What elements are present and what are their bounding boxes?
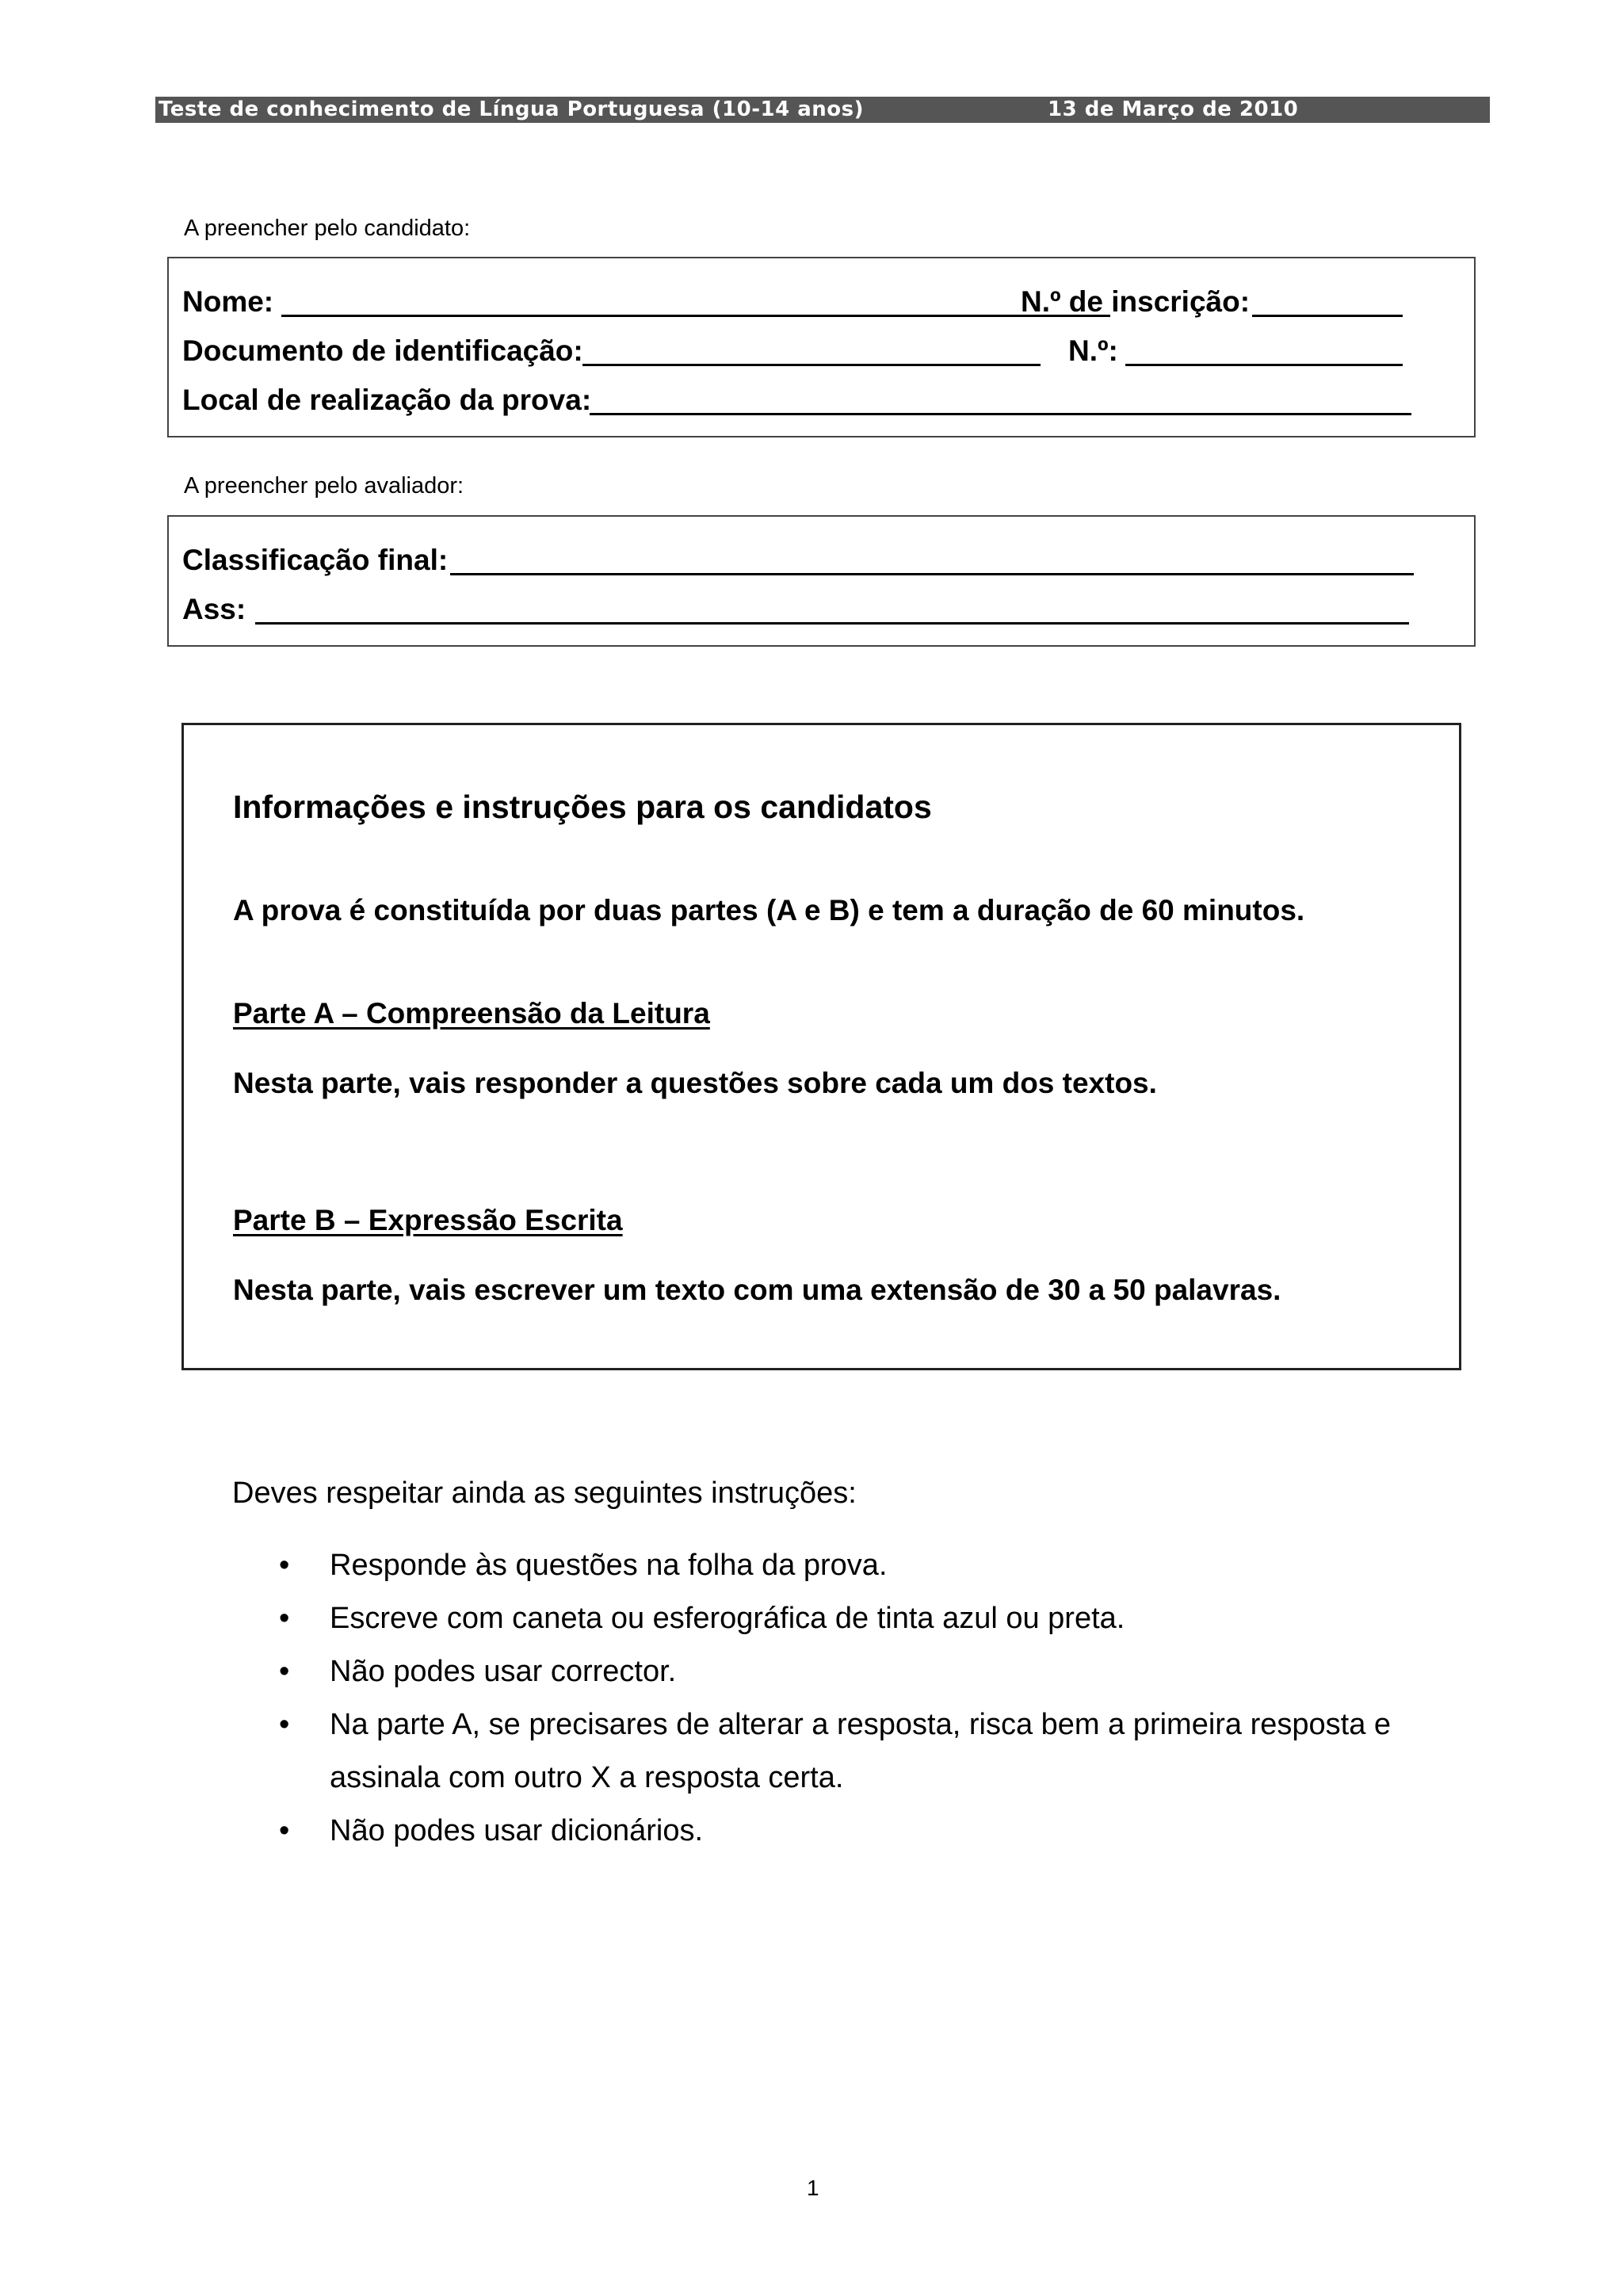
signature-label: Ass:: [182, 593, 246, 625]
candidate-caption: A preencher pelo candidato:: [184, 216, 471, 241]
registration-label: N.º de inscrição:: [1021, 285, 1251, 318]
list-item: [269, 1539, 1471, 1592]
evaluator-form-box: [167, 515, 1476, 647]
location-label: Local de realização da prova:: [182, 384, 592, 416]
list-item: [269, 1592, 1471, 1645]
bullet-icon: •: [279, 1708, 290, 1741]
number-label: N.º:: [1068, 334, 1118, 367]
part-a-title: Parte A – Compreensão da Leitura: [233, 997, 710, 1030]
location-field[interactable]: [590, 413, 1411, 415]
list-item: [269, 1805, 1471, 1858]
instructions-intro: Deves respeitar ainda as seguintes instruções:: [232, 1477, 857, 1510]
list-item: [269, 1645, 1471, 1698]
id-document-label: Documento de identificação:: [182, 334, 583, 367]
id-document-field[interactable]: [582, 364, 1041, 366]
number-field[interactable]: [1125, 364, 1403, 366]
bullet-icon: •: [279, 1655, 290, 1688]
instruction-text: Escreve com caneta ou esferográfica de tinta azul ou preta.: [330, 1602, 1125, 1635]
name-field[interactable]: [281, 315, 1110, 317]
page-number: 1: [807, 2176, 819, 2200]
name-label: Nome:: [182, 285, 274, 318]
signature-field[interactable]: [255, 622, 1409, 625]
instructions-box: [181, 723, 1461, 1370]
instruction-text: Na parte A, se precisares de alterar a resposta, risca bem a primeira resposta e assinala com outro X a resposta certa.: [330, 1708, 1392, 1794]
part-b-text: Nesta parte, vais escrever um texto com uma extensão de 30 a 50 palavras.: [233, 1274, 1281, 1306]
bullet-icon: •: [279, 1549, 290, 1582]
part-a-text: Nesta parte, vais responder a questões sobre cada um dos textos.: [233, 1067, 1157, 1099]
final-grade-field[interactable]: [450, 573, 1414, 575]
instruction-text: Não podes usar dicionários.: [330, 1814, 704, 1847]
document-header: [155, 97, 1490, 123]
bullet-icon: •: [279, 1814, 290, 1847]
header-title: Teste de conhecimento de Língua Portuguesa (10-14 anos): [158, 97, 865, 121]
evaluator-caption: A preencher pelo avaliador:: [184, 473, 464, 499]
registration-field[interactable]: [1252, 315, 1403, 317]
header-date: 13 de Março de 2010: [1048, 97, 1299, 121]
info-title: Informações e instruções para os candidatos: [233, 789, 932, 825]
list-item: [269, 1698, 1471, 1805]
instruction-text: Não podes usar corrector.: [330, 1655, 677, 1688]
info-intro: A prova é constituída por duas partes (A e B) e tem a duração de 60 minutos.: [233, 894, 1305, 926]
bullet-icon: •: [279, 1602, 290, 1635]
part-b-title: Parte B – Expressão Escrita: [233, 1204, 623, 1236]
instructions-list: [269, 1539, 1471, 1858]
instruction-text: Responde às questões na folha da prova.: [330, 1549, 888, 1582]
final-grade-label: Classificação final:: [182, 544, 449, 576]
